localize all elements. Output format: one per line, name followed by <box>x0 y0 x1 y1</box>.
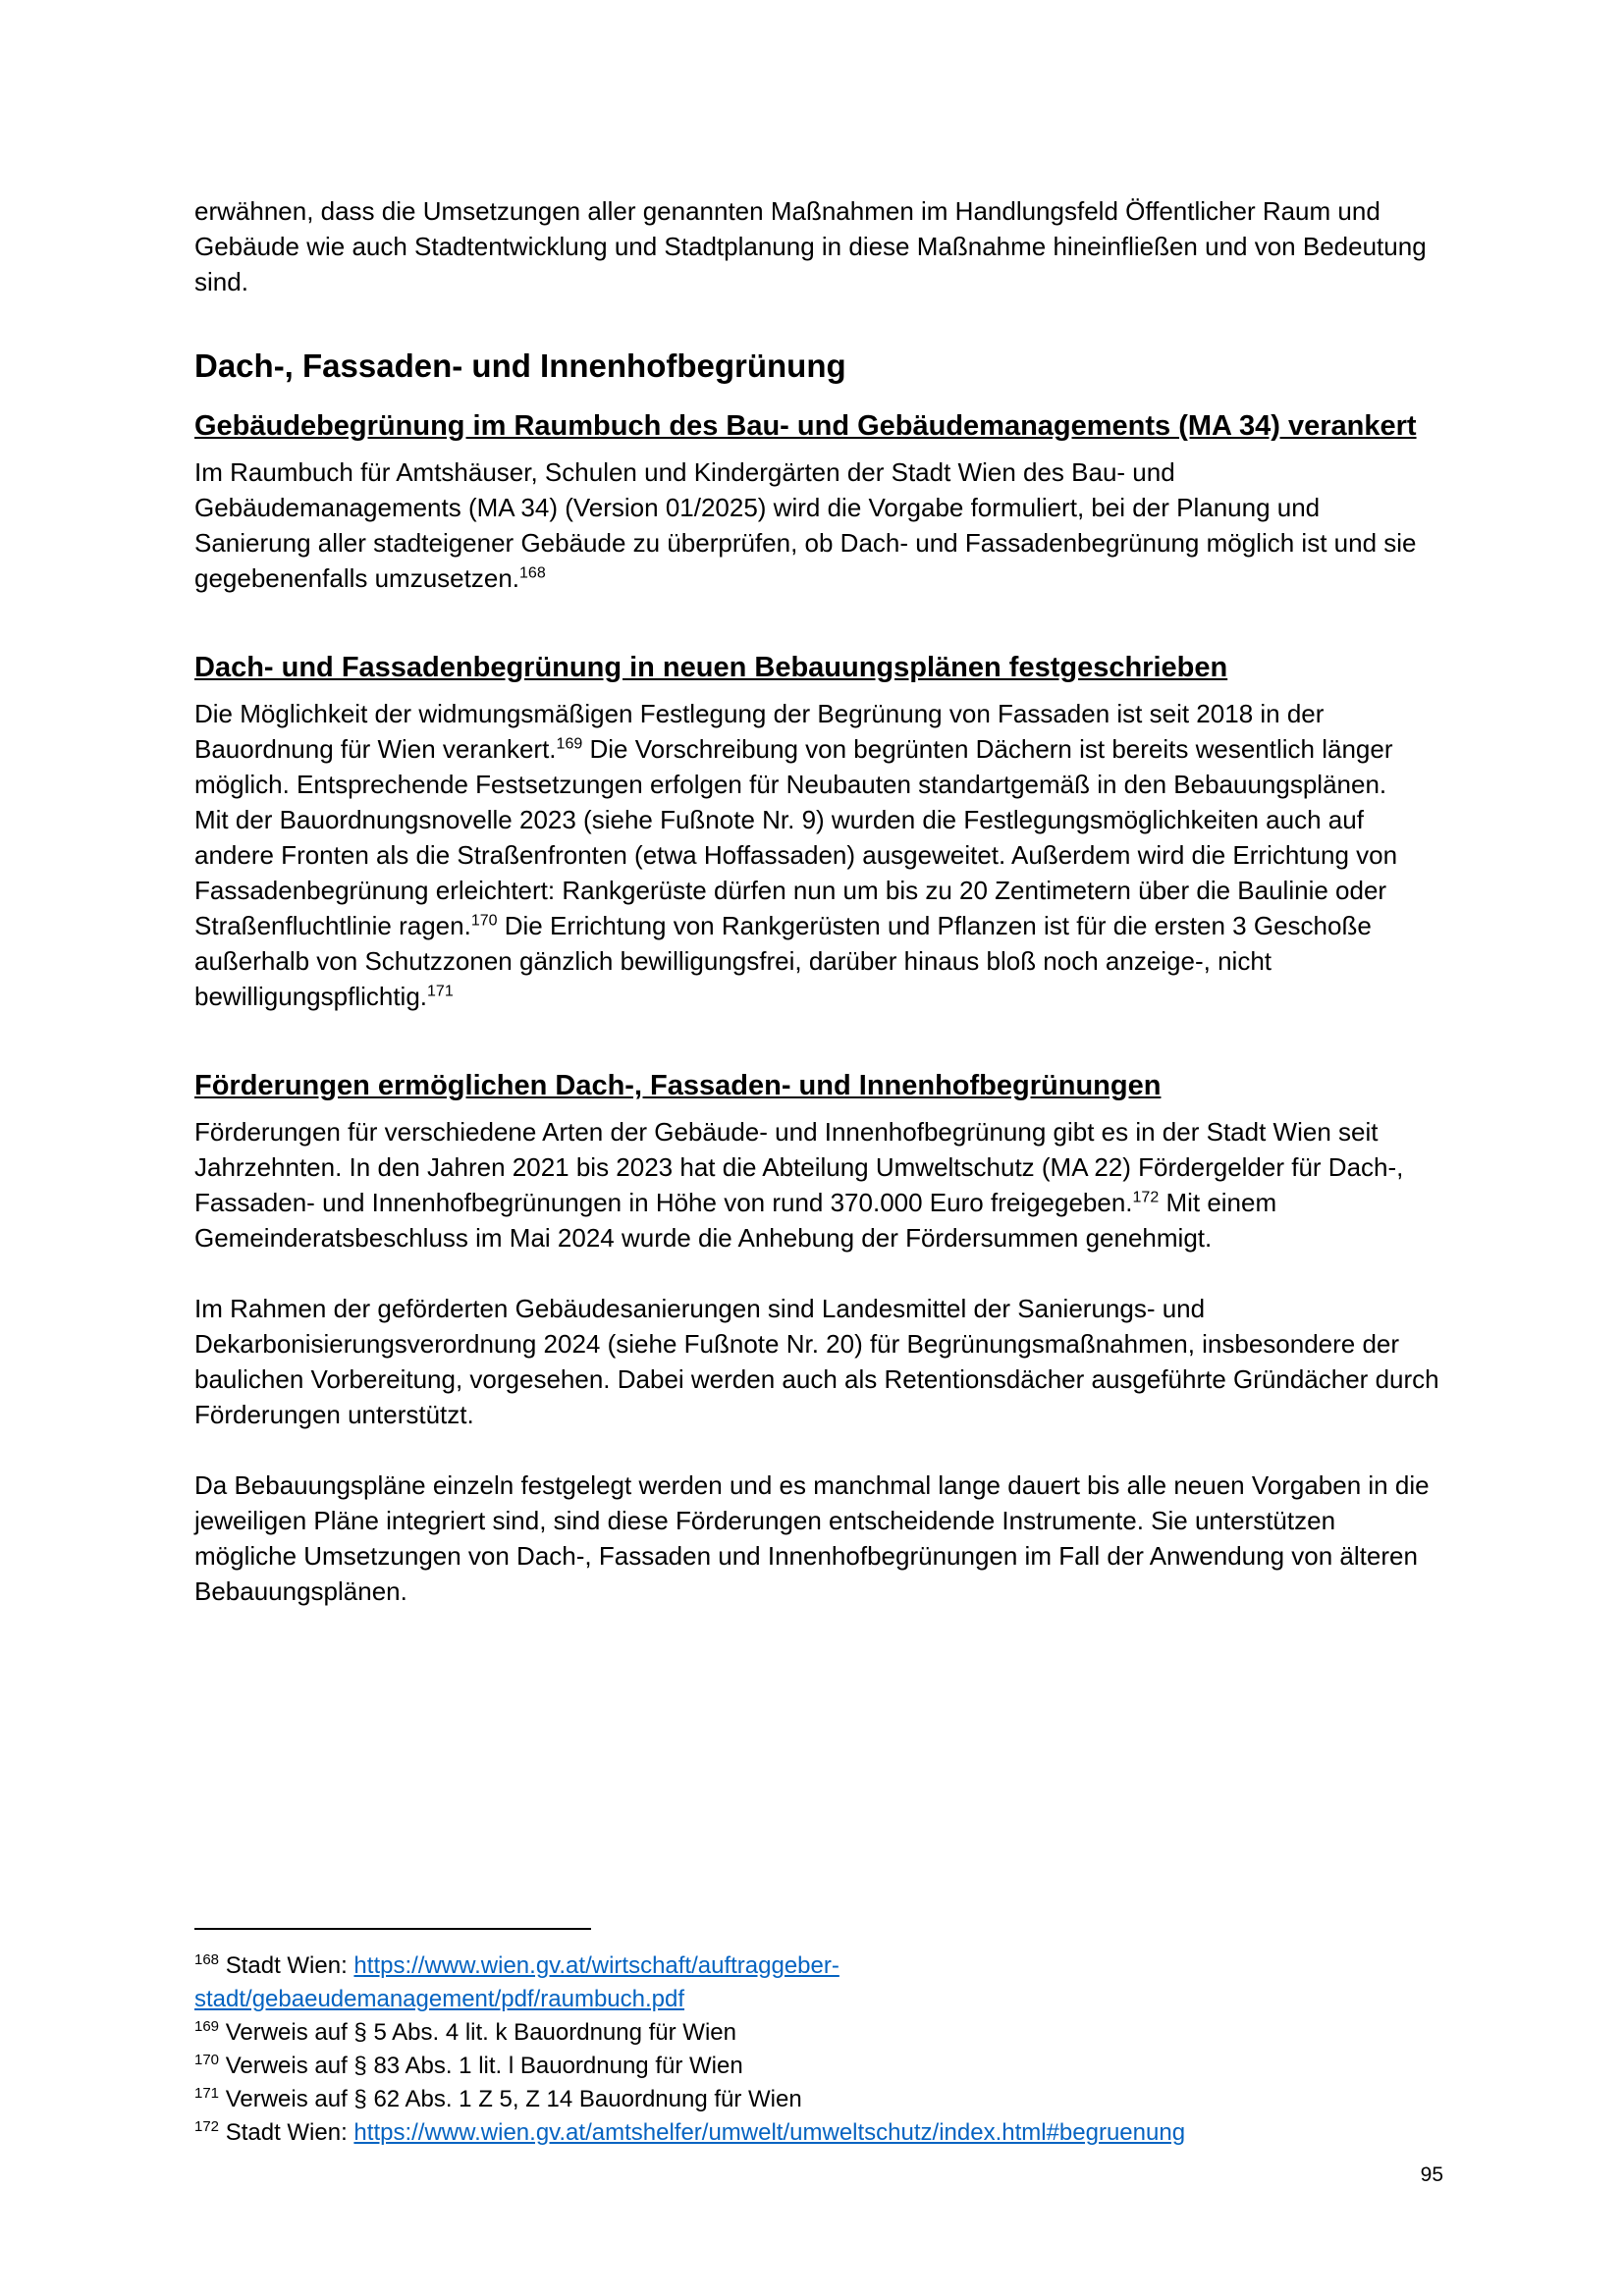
footnote-link-raumbuch[interactable]: https://www.wien.gv.at/wirtschaft/auftraggeber- <box>353 1952 839 1979</box>
footnote-number: 171 <box>194 2085 220 2102</box>
paragraph-foerderungen-1 <box>194 1114 1441 1255</box>
footnote-168 <box>194 1949 1441 2016</box>
footnote-169 <box>194 2016 1441 2050</box>
footnote-number: 172 <box>194 2118 220 2135</box>
paragraph-spacer <box>194 1432 1441 1468</box>
footnote-number: 170 <box>194 2052 220 2068</box>
paragraph-text: Förderungen für verschiedene Arten der Gebäude- und Innenhofbegrünung gibt es in der Stadt Wien seit Jahrzehnten. In den Jahren 2021 bis 2023 hat die Abteilung Umweltschutz (MA 22) Fördergelder für Dach-, Fassaden- und Innenhofbegrünungen in Höhe von rund 370.000 Euro freigegeben. <box>194 1117 1404 1217</box>
footnote-170 <box>194 2050 1441 2083</box>
footnote-link-raumbuch-cont[interactable]: stadt/gebaeudemanagement/pdf/raumbuch.pdf <box>194 1986 685 2012</box>
paragraph-text: Die Errichtung von Rankgerüsten und Pflanzen ist für die ersten 3 Geschoße außerhalb von Schutzzonen gänzlich bewilligungsfrei, darüber hinaus bloß noch anzeige-, nicht bewilligungspflichtig. <box>194 911 1372 1011</box>
paragraph-bebauungsplaene-2 <box>194 802 1441 1014</box>
page-number: 95 <box>1420 2163 1443 2186</box>
paragraph-bebauungsplaene-1 <box>194 696 1441 802</box>
paragraph-spacer <box>194 1255 1441 1291</box>
footnote-text: Verweis auf § 83 Abs. 1 lit. l Bauordnung für Wien <box>219 2053 743 2079</box>
footnote-text: Verweis auf § 62 Abs. 1 Z 5, Z 14 Bauordnung für Wien <box>219 2086 802 2112</box>
paragraph-text: Im Raumbuch für Amtshäuser, Schulen und Kindergärten der Stadt Wien des Bau- und Gebäudemanagements (MA 34) (Version 01/2025) wird die Vorgabe formuliert, bei der Planung und Sanierung aller stadteigener Gebäude zu überprüfen, ob Dach- und Fassadenbegrünung möglich ist und sie gegebenenfalls umzusetzen. <box>194 457 1417 593</box>
paragraph-text: Mit der Bauordnungsnovelle 2023 (siehe Fußnote Nr. 9) wurden die Festlegungsmöglichkeiten auch auf andere Fronten als die Straßenfronten (etwa Hoffassaden) ausgeweitet. Außerdem wird die Errichtung von Fassadenbegrünung erleichtert: Rankgerüste dürfen nun um bis zu 20 Zentimetern über die Baulinie oder Straßenfluchtlinie ragen. <box>194 805 1398 940</box>
paragraph-foerderungen-3 <box>194 1468 1441 1609</box>
paragraph-text: Im Rahmen der geförderten Gebäudesanierungen sind Landesmittel der Sanierungs- und Dekarbonisierungsverordnung 2024 (siehe Fußnote Nr. 20) für Begrünungsmaßnahmen, insbesondere der baulichen Vorbereitung, vorgesehen. Dabei werden auch als Retentionsdächer ausgeführte Gründächer durch Förderungen unterstützt. <box>194 1294 1439 1429</box>
paragraph-text: Da Bebauungspläne einzeln festgelegt werden und es manchmal lange dauert bis alle neuen Vorgaben in die jeweiligen Pläne integriert sind, sind diese Förderungen entscheidende Instrumente. Sie unterstützen mögliche Umsetzungen von Dach-, Fassaden und Innenhofbegrünungen im Fall der Anwendung von älteren Bebauungsplänen. <box>194 1470 1430 1606</box>
footnote-text: Stadt Wien: <box>219 1952 354 1979</box>
footnote-ref-171[interactable]: 171 <box>427 983 454 1000</box>
section-heading: Dach-, Fassaden- und Innenhofbegrünung <box>194 347 846 384</box>
paragraph-foerderungen-2 <box>194 1291 1441 1432</box>
footnote-172 <box>194 2116 1441 2150</box>
intro-text: erwähnen, dass die Umsetzungen aller genannten Maßnahmen im Handlungsfeld Öffentlicher Raum und Gebäude wie auch Stadtentwicklung und Stadtplanung in diese Maßnahme hineinfließen und von Bedeutung sind. <box>194 196 1427 296</box>
paragraph-text: Die Möglichkeit der widmungsmäßigen Festlegung der Begrünung von Fassaden ist seit 2018 in der Bauordnung für Wien verankert. <box>194 699 1325 764</box>
paragraph-raumbuch <box>194 454 1441 596</box>
paragraph-text: Mit einem Gemeinderatsbeschluss im Mai 2024 wurde die Anhebung der Fördersummen genehmigt. <box>194 1188 1277 1253</box>
footnotes <box>194 1928 1441 2150</box>
paragraph-text: Die Vorschreibung von begrünten Dächern ist bereits wesentlich länger möglich. Entsprechende Festsetzungen erfolgen für Neubauten standartgemäß in den Bebauungsplänen. <box>194 734 1393 799</box>
footnote-number: 168 <box>194 1951 220 1968</box>
document-page <box>194 193 1441 1609</box>
footnote-ref-169[interactable]: 169 <box>556 735 583 753</box>
footnote-ref-168[interactable]: 168 <box>519 564 546 582</box>
footnote-ref-172[interactable]: 172 <box>1132 1189 1160 1206</box>
footnote-separator <box>194 1928 591 1930</box>
footnote-171 <box>194 2083 1441 2116</box>
footnote-ref-170[interactable]: 170 <box>470 912 498 930</box>
footnote-number: 169 <box>194 2018 220 2035</box>
footnote-text: Verweis auf § 5 Abs. 4 lit. k Bauordnung für Wien <box>219 2019 736 2046</box>
footnote-text: Stadt Wien: <box>219 2119 354 2146</box>
subsection-heading-foerderungen: Förderungen ermöglichen Dach-, Fassaden- und Innenhofbegrünungen <box>194 1070 1162 1101</box>
subsection-heading-bebauungsplaene: Dach- und Fassadenbegrünung in neuen Bebauungsplänen festgeschrieben <box>194 652 1228 683</box>
intro-paragraph <box>194 193 1441 299</box>
subsection-heading-raumbuch: Gebäudebegrünung im Raumbuch des Bau- und Gebäudemanagements (MA 34) verankert <box>194 410 1417 442</box>
footnote-link-begruenung[interactable]: https://www.wien.gv.at/amtshelfer/umwelt/umweltschutz/index.html#begruenung <box>353 2119 1186 2146</box>
